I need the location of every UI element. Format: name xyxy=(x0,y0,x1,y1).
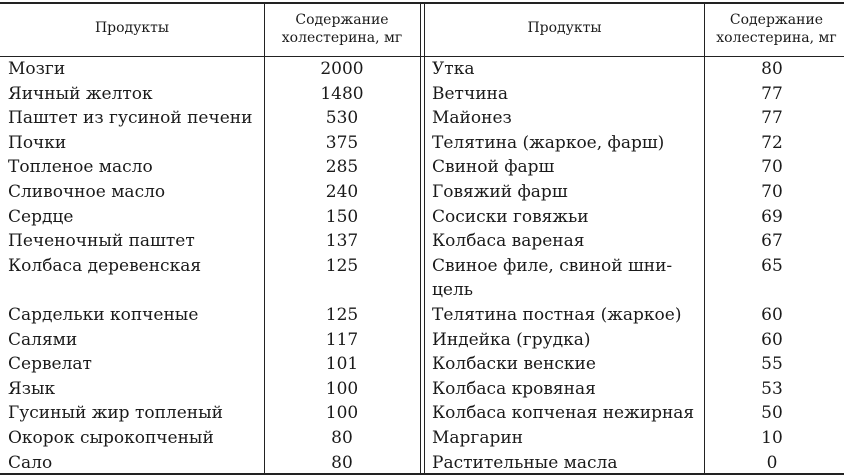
left-product-name: Сардельки копченые xyxy=(8,305,199,325)
right-cholesterol-value: 0 xyxy=(766,452,778,473)
right-product-name: Свиное филе, свиной шни- xyxy=(432,255,673,276)
right-product-name: Утка xyxy=(432,59,475,79)
left-cholesterol-value: 285 xyxy=(325,157,359,178)
header-right-product: Продукты xyxy=(527,20,602,36)
right-product-name: Телятина постная (жаркое) xyxy=(432,305,682,325)
right-cholesterol-value: 67 xyxy=(761,231,783,252)
rule-right-mid xyxy=(704,3,705,474)
left-product-name: Гусиный жир топленый xyxy=(8,403,223,424)
right-product-name: Говяжий фарш xyxy=(432,182,568,202)
right-cholesterol-value: 65 xyxy=(761,255,783,276)
right-product-name: Колбаса кровяная xyxy=(432,378,596,399)
left-cholesterol-value: 80 xyxy=(331,428,353,448)
left-cholesterol-value: 375 xyxy=(325,132,359,153)
left-product-name: Яичный желток xyxy=(8,83,153,104)
right-product-name: Колбаса копченая нежирная xyxy=(432,403,695,424)
left-product-name: Сливочное масло xyxy=(8,182,166,202)
left-cholesterol-value: 137 xyxy=(325,231,359,252)
header-left-product: Продукты xyxy=(94,20,170,36)
left-product-name: Топленое масло xyxy=(8,157,153,178)
left-product-name: Сервелат xyxy=(8,354,92,375)
rule-header-bottom xyxy=(0,56,844,57)
right-cholesterol-value: 77 xyxy=(761,108,783,129)
left-product-name: Почки xyxy=(8,132,67,153)
left-product-name: Колбаса деревенская xyxy=(8,255,202,276)
right-product-name: Индейка (грудка) xyxy=(432,329,591,350)
left-product-name: Печеночный паштет xyxy=(8,231,195,252)
left-cholesterol-value: 80 xyxy=(331,452,353,473)
left-cholesterol-value: 100 xyxy=(325,378,359,399)
right-cholesterol-value: 10 xyxy=(761,428,783,448)
right-cholesterol-value: 53 xyxy=(761,378,783,399)
rule-top xyxy=(0,2,844,4)
right-cholesterol-value: 60 xyxy=(761,329,783,350)
right-product-name: Сосиски говяжьи xyxy=(432,206,589,227)
right-cholesterol-value: 55 xyxy=(761,354,783,375)
right-product-name: Маргарин xyxy=(432,428,524,448)
right-cholesterol-value: 77 xyxy=(761,83,783,104)
left-product-name: Окорок сырокопченый xyxy=(8,428,214,448)
right-product-name-cont: цель xyxy=(432,280,474,301)
left-cholesterol-value: 1480 xyxy=(320,83,364,104)
rule-center-b xyxy=(424,3,425,474)
rule-bottom xyxy=(0,473,844,475)
rule-center-a xyxy=(420,3,421,474)
left-cholesterol-value: 240 xyxy=(325,182,359,202)
left-cholesterol-value: 101 xyxy=(325,354,359,375)
left-product-name: Мозги xyxy=(8,59,66,79)
left-cholesterol-value: 530 xyxy=(325,108,359,129)
left-product-name: Сердце xyxy=(8,206,74,227)
left-cholesterol-value: 2000 xyxy=(320,59,364,79)
header-left-value: Содержание холестерина, мг xyxy=(281,12,403,46)
right-product-name: Свиной фарш xyxy=(432,157,555,178)
right-cholesterol-value: 60 xyxy=(761,305,783,325)
right-product-name: Телятина (жаркое, фарш) xyxy=(432,132,665,153)
left-product-name: Паштет из гусиной печени xyxy=(8,108,253,129)
right-product-name: Ветчина xyxy=(432,83,508,104)
left-cholesterol-value: 117 xyxy=(325,329,359,350)
right-cholesterol-value: 50 xyxy=(761,403,783,424)
left-product-name: Язык xyxy=(8,378,56,399)
right-product-name: Растительные масла xyxy=(432,452,618,473)
right-cholesterol-value: 80 xyxy=(761,59,783,79)
right-cholesterol-value: 72 xyxy=(761,132,783,153)
right-product-name: Колбаса вареная xyxy=(432,231,585,252)
right-product-name: Майонез xyxy=(432,108,512,129)
right-cholesterol-value: 69 xyxy=(761,206,783,227)
right-cholesterol-value: 70 xyxy=(761,157,783,178)
right-product-name: Колбаски венские xyxy=(432,354,596,375)
left-product-name: Сало xyxy=(8,452,53,473)
left-cholesterol-value: 125 xyxy=(325,255,359,276)
left-cholesterol-value: 150 xyxy=(325,206,359,227)
right-cholesterol-value: 70 xyxy=(761,182,783,202)
left-product-name: Салями xyxy=(8,329,78,350)
rule-left-mid xyxy=(264,3,265,474)
left-cholesterol-value: 100 xyxy=(325,403,359,424)
header-right-value: Содержание холестерина, мг xyxy=(716,12,837,46)
left-cholesterol-value: 125 xyxy=(325,305,359,325)
